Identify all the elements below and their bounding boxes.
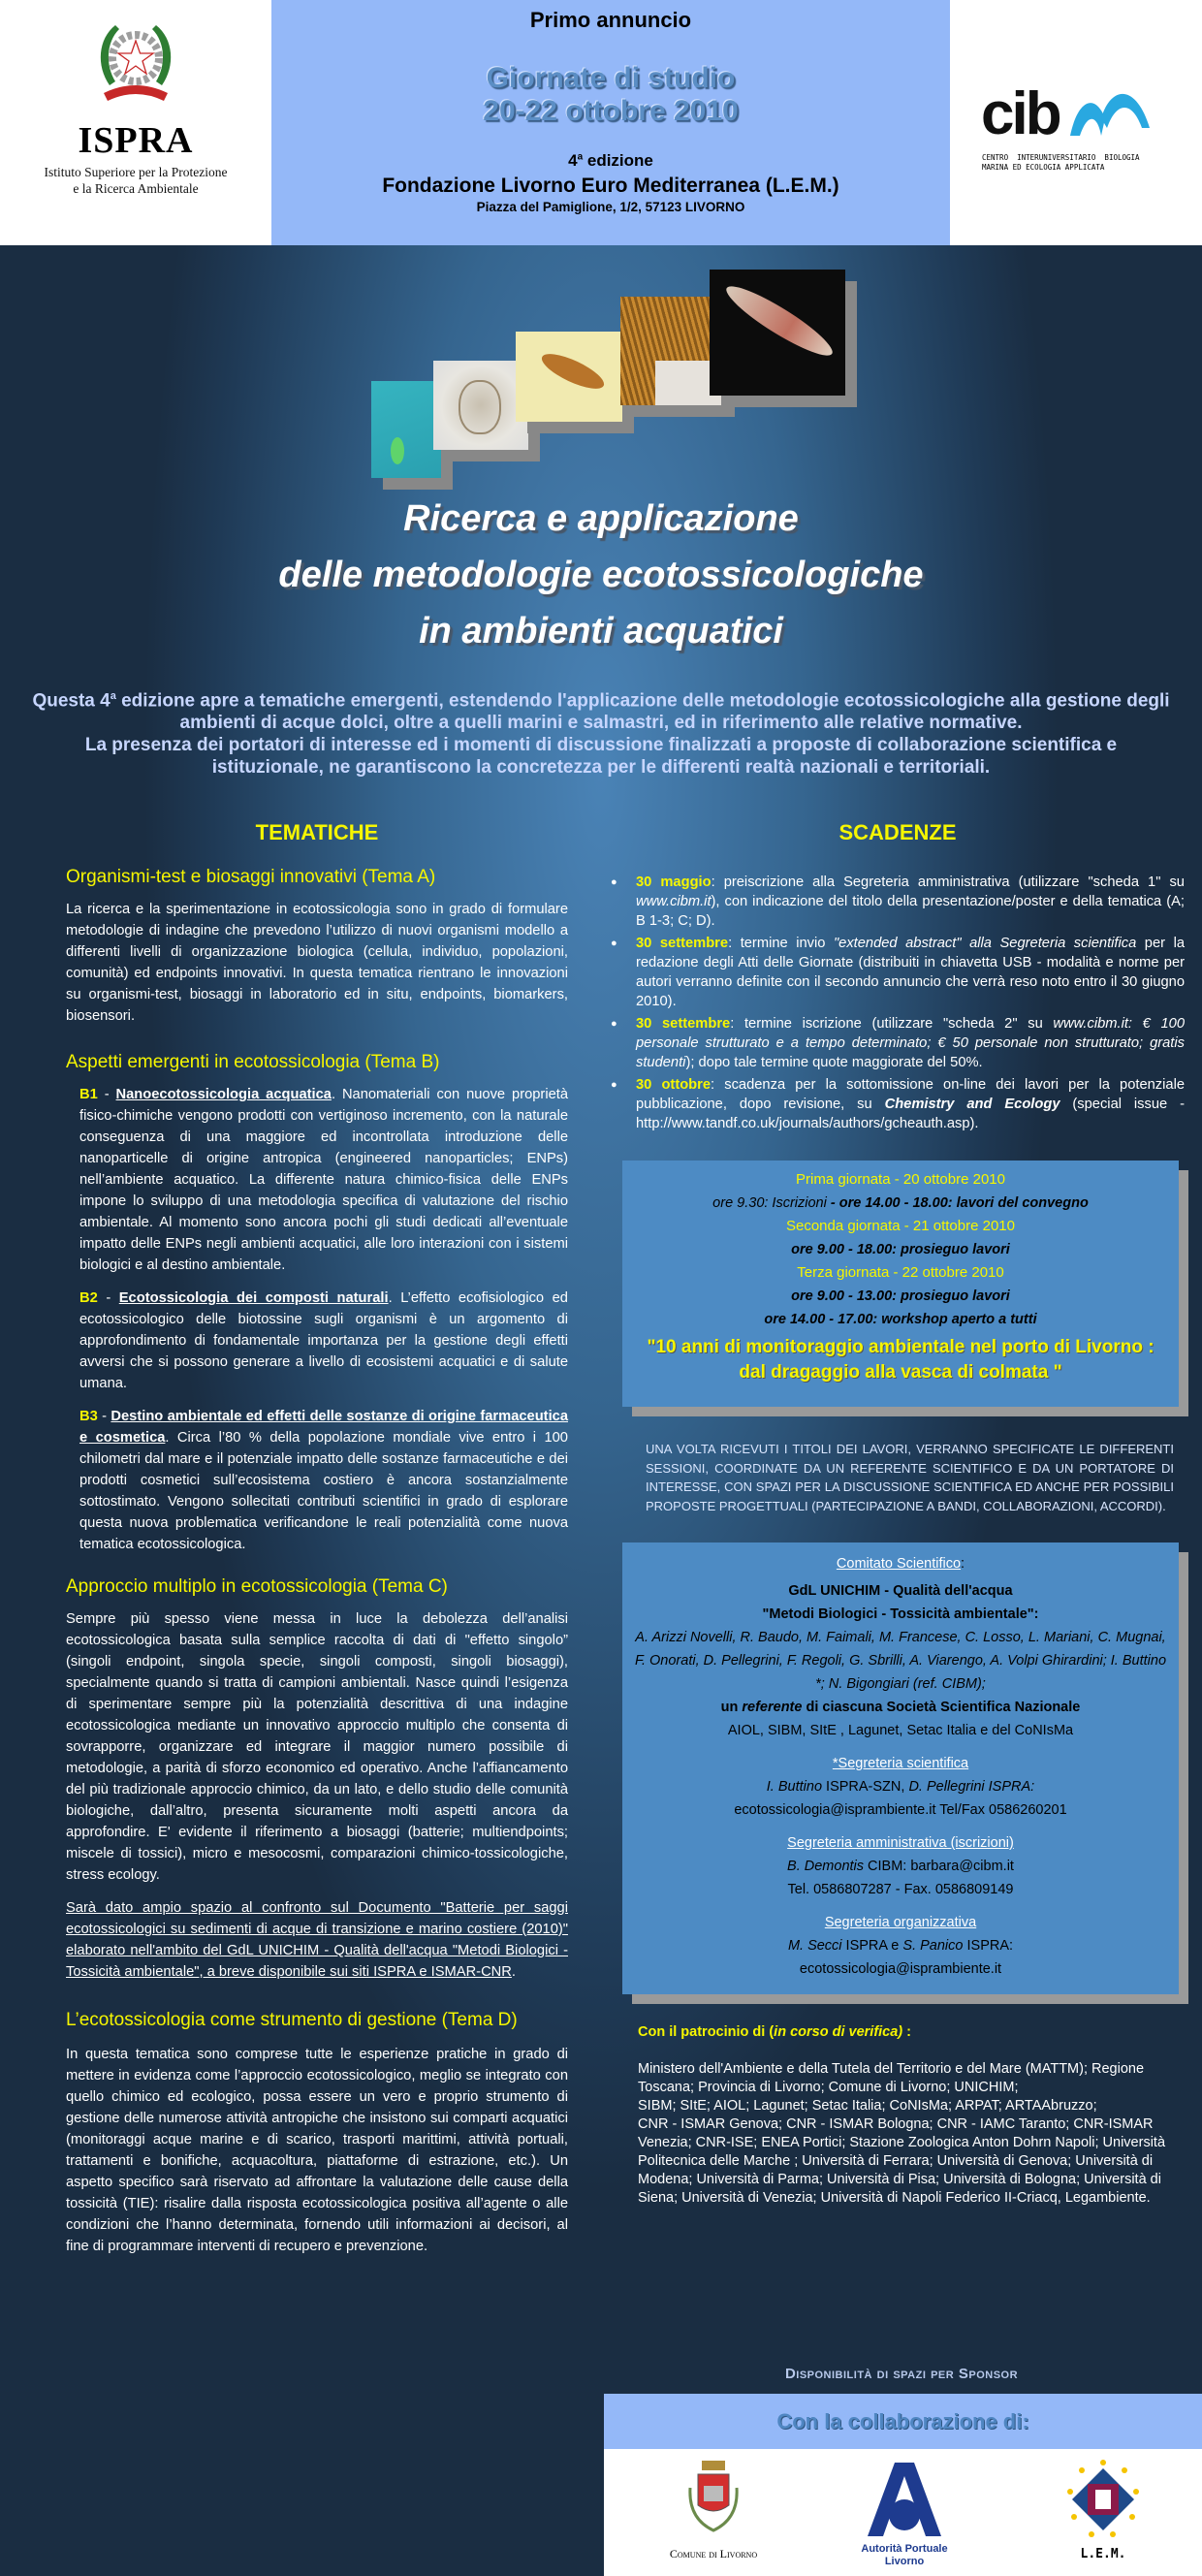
deadline-text: : termine invio xyxy=(728,936,834,951)
patronage-heading-a: Con il patrocinio di ( xyxy=(638,2024,775,2040)
ispra-full-name xyxy=(45,164,228,197)
b3-id: B3 xyxy=(79,1409,98,1424)
collaboration-heading: Con la collaborazione di: xyxy=(604,2394,1202,2449)
deadline-item xyxy=(611,1075,1185,1133)
cibm-logo-block xyxy=(950,0,1202,245)
tema-d-text: In questa tematica sono comprese tutte le esperienze pratiche in grado di mettere in evidenza come l’approccio ecotossicologico, meglio se integrato con quello chimico ed ecologico, possa essere un vero e proprio strumento di gestione delle numerose attività antropiche che insistono sui comparti acquatici (monitoraggi acque marine e di scarico, trasporti marittimi, attività portuali, trattamenti e bonifiche, acquacoltura, piattaforme di estrazione, etc.). Un aspetto specifico sarà riservato ad affrontare la valutazione delle cause della tossicità (TIE): risalire dalla risposta ecotossicologica positiva all’agente o alle condizioni che l’hanno determinata, fornendo utili informazioni ai decisori, al fine di programmare interventi di recupero e prevenzione. xyxy=(66,2047,568,2254)
tema-d-title: L’ecotossicologia come strumento di gestione (Tema D) xyxy=(66,2010,518,2030)
main-title-line1: Ricerca e applicazione xyxy=(403,498,799,539)
b1-id: B1 xyxy=(79,1087,98,1102)
seg-sci-name1: I. Buttino xyxy=(766,1779,823,1795)
announcement-label: Primo annuncio xyxy=(529,8,692,32)
org-secretariat-heading: Segreteria organizzativa xyxy=(824,1915,977,1930)
edition-label: edizione xyxy=(583,151,653,170)
org-secretariat-names xyxy=(632,1934,1169,1957)
day1-schedule xyxy=(632,1192,1169,1215)
journal-special-issue-link[interactable]: (special issue - http://www.tandf.co.uk/journals/authors/gcheauth.asp). xyxy=(636,1097,1185,1131)
collaborator-logos xyxy=(604,2449,1202,2576)
document-note-link[interactable]: Sarà dato ampio spazio al confronto sul Documento "Batterie per saggi ecotossicologici su sedimenti di acque di transizione e marino costiere (2010)" elaborato nell'ambito del GdL UNICHIM - Qualità dell'acqua "Metodi Biologici - Tossicità ambientale", a breve disponibile sui siti ISPRA e ISMAR-CNR xyxy=(66,1900,568,1980)
committee-heading-colon: : xyxy=(961,1556,965,1572)
committee-heading xyxy=(632,1552,1169,1575)
patronage-line: Ministero dell'Ambiente e della Tutela del Territorio e del Mare (MATTM); Regione Toscana; Provincia di Livorno; Comune di Livorno; UNICHIM; xyxy=(638,2061,1145,2095)
admin-secretariat-heading: Segreteria amministrativa (iscrizioni) xyxy=(787,1835,1014,1851)
deadline-item xyxy=(611,1014,1185,1072)
cibm-website-link[interactable]: www.cibm.it xyxy=(636,894,712,909)
patronage-line: SIBM; SItE; AIOL; Lagunet; Setac Italia; CoNIsMa; ARPAT; ARTAAbruzzo; xyxy=(638,2098,1097,2114)
copepod-photo xyxy=(516,332,622,422)
b2-subtitle: Ecotossicologia dei composti naturali xyxy=(118,1290,389,1306)
committee-box xyxy=(622,1542,1179,1994)
tematiche-heading: TEMATICHE xyxy=(255,820,379,844)
deadline-text: ), con indicazione del titolo della presentazione/poster e della tematica (A; B 1-3; C; D). xyxy=(636,894,1185,929)
seg-amm-org: CIBM: barbara@cibm.it xyxy=(864,1859,1014,1874)
deadline-item xyxy=(611,934,1185,1011)
comune-livorno-crest-icon xyxy=(684,2459,743,2542)
sessions-note: UNA VOLTA RICEVUTI I TITOLI DEI LAVORI, VERRANNO SPECIFICATE LE DIFFERENTI SESSIONI, COORDINATE DA UN REFERENTE SCIENTIFICO E DA UN PORTATORE DI INTERESSE, CON SPAZI PER LA DISCUSSIONE SCIENTIFICA ED ANCHE PER POSSIBILI PROPOSTE PROGETTUALI (PARTECIPAZIONE A BANDI, COLLABORAZIONI, ACCORDI). xyxy=(646,1442,1174,1513)
referente-a: un xyxy=(720,1700,743,1715)
edition-sup: a xyxy=(577,151,584,163)
seg-org-name2: S. Panico xyxy=(902,1938,964,1954)
deadline-text-italic: "extended abstract" alla Segreteria scientifica xyxy=(833,936,1137,951)
venue-address: Piazza del Pamiglione, 1/2, 57123 LIVORNO xyxy=(476,200,745,214)
deadline-text: : termine iscrizione (utilizzare "scheda 2" su xyxy=(730,1016,1054,1032)
b1-text: . Nanomateriali con nuove proprietà fisico-chimiche vengono prodotti con vertiginoso incremento, con la naturale conseguenza di una maggiore ed incontrollata introduzione delle nanoparticelle di origine antropica (engineered nanoparticles; ENPs) nell’ambiente acquatico. La differente natura chimico-fisica delle ENPs impone lo sviluppo di una metodologia specifica di valutazione del rischio ambientale. Al momento sono ancora pochi gli studi dedicati all’eventuale impatto delle ENPs negli ambienti acquatici, alle loro interazioni con i sistemi biologici e al destino ambientale. xyxy=(79,1087,568,1273)
deadline-item xyxy=(611,873,1185,931)
day1-sessions: - ore 14.00 - 18.00: lavori del convegno xyxy=(830,1195,1089,1211)
referente-b: di ciascuna Società Scientifica Nazionale xyxy=(802,1700,1081,1715)
workshop-title: "10 anni di monitoraggio ambientale nel porto di Livorno : dal dragaggio alla vasca di colmata " xyxy=(647,1337,1155,1383)
tema-a-text: La ricerca e la sperimentazione in ecotossicologia sono in grado di formulare metodologie di indagine che prevedono l’utilizzo di nuovi organismi modello a differenti livelli di organizzazione biologica (cellula, individuo, popolazioni, comunità) ed endpoints innovativi. In questa tematica rientrano le innovazioni su organismi-test, biosaggi in laboratorio ed in situ, endpoints, biomarkers, biosensori. xyxy=(66,902,568,1024)
deadline-text: ); dopo tale termine quote maggiorate del 50%. xyxy=(685,1055,983,1070)
sponsor-note: Disponibilità di spazi per Sponsor xyxy=(784,2366,1019,2382)
day2-schedule: ore 9.00 - 18.00: prosieguo lavori xyxy=(791,1242,1010,1257)
deadline-date: 30 ottobre xyxy=(636,1077,712,1093)
scientific-secretariat-heading: *Segreteria scientifica xyxy=(832,1756,969,1771)
day3-schedule-morning: ore 9.00 - 13.00: prosieguo lavori xyxy=(791,1288,1010,1304)
deadline-text: : scadenza per la sottomissione on-line dei lavori per la potenziale pubblicazione, dopo revisione, su xyxy=(636,1077,1186,1112)
cibm-subtitle-line1: CENTRO INTERUNIVERSITARIO BIOLOGIA xyxy=(982,153,1140,162)
intro-text xyxy=(29,685,1173,779)
programme-box xyxy=(622,1161,1179,1407)
deadline-date: 30 maggio xyxy=(636,875,712,890)
autorita-caption-line1: Autorità Portuale xyxy=(861,2543,948,2555)
admin-secretariat-contact: Tel. 0586807287 - Fax. 0586809149 xyxy=(787,1882,1014,1897)
referente-i: referente xyxy=(742,1700,803,1715)
intro-paragraph-1 xyxy=(29,685,1173,734)
seg-sci-org1: ISPRA-SZN, xyxy=(822,1779,909,1795)
main-title-line2: delle metodologie ecotossicologiche xyxy=(278,555,924,595)
ispra-logo-block xyxy=(0,0,271,245)
b3-subtitle: Destino ambientale ed effetti delle sostanze di origine farmaceutica e cosmetica xyxy=(79,1409,568,1446)
seg-sci-name2: D. Pellegrini ISPRA: xyxy=(908,1779,1035,1795)
committee-group: GdL UNICHIM - Qualità dell'acqua xyxy=(788,1583,1013,1599)
seg-org-mid: ISPRA e xyxy=(841,1938,903,1954)
intro-p1-sup: a xyxy=(110,690,116,702)
day1-title: Prima giornata - 20 ottobre 2010 xyxy=(796,1171,1005,1188)
comune-livorno-logo xyxy=(660,2459,767,2561)
patronage-heading-i: in corso di verifica) xyxy=(774,2024,903,2040)
venue: Fondazione Livorno Euro Mediterranea (L.E.M.) xyxy=(382,175,839,197)
deadline-fees: www.cibm.it: € 100 personale strutturato e a tempo determinato; € 50 personale non strutturato; gratis studenti xyxy=(636,1016,1186,1070)
tema-b1-paragraph xyxy=(79,1084,568,1276)
tema-b3-paragraph xyxy=(79,1406,568,1555)
seg-amm-name: B. Demontis xyxy=(787,1859,865,1874)
cibm-subtitle-line2: MARINA ED ECOLOGIA APPLICATA xyxy=(982,163,1105,172)
main-title-line3: in ambienti acquatici xyxy=(419,611,783,652)
intro-p1-b: edizione apre a tematiche emergenti, estendendo l'applicazione delle metodologie ecotossicologiche alla gestione degli ambienti di acque dolci, oltre a quelli marini e salmastri, ed in riferimento alle relative normative. xyxy=(115,690,1170,734)
ispra-acronym: ISPRA xyxy=(78,120,194,161)
committee-group-sub: "Metodi Biologici - Tossicità ambientale": xyxy=(762,1606,1039,1622)
day3-title: Terza giornata - 22 ottobre 2010 xyxy=(797,1264,1004,1281)
autorita-caption-line2: Livorno xyxy=(884,2556,925,2567)
event-title-line1: Giornate di studio xyxy=(486,62,736,94)
tema-b-title: Aspetti emergenti in ecotossicologia (Tema B) xyxy=(66,1052,440,1072)
day3-schedule-afternoon: ore 14.00 - 17.00: workshop aperto a tutti xyxy=(764,1312,1037,1327)
organism-photo-collage xyxy=(359,252,863,485)
b2-text: . L’effetto ecofisiologico ed ecotossicologico delle biotossine sugli organismi è un argomento di approfondimento di fondamentale importanza per la gestione degli effetti avversi che si possono generare a livello di ecosistemi acquatici e di salute umana. xyxy=(79,1290,568,1391)
admin-secretariat-name[interactable] xyxy=(632,1855,1169,1878)
intro-paragraph-2: La presenza dei portatori di interesse ed i momenti di discussione finalizzati a proposte di collaborazione scientifica e istituzionale, ne garantiscono la concretezza per le differenti realtà nazionali e territoriali. xyxy=(84,735,1118,779)
event-dates: 20-22 ottobre 2010 xyxy=(483,95,739,127)
journal-name: Chemistry and Ecology xyxy=(884,1097,1060,1112)
lem-logo xyxy=(1055,2459,1152,2561)
rotifer-photo xyxy=(433,361,528,450)
edition-number: 4 xyxy=(568,151,578,170)
committee-societies: AIOL, SIBM, SItE , Lagunet, Setac Italia e del CoNIsMa xyxy=(727,1723,1074,1738)
comune-livorno-caption: Comune di Livorno xyxy=(669,2547,758,2560)
lem-stars-logo-icon xyxy=(1066,2459,1140,2542)
patronage-heading xyxy=(638,2023,1181,2042)
committee-referente xyxy=(632,1696,1169,1719)
algae-cell-photo xyxy=(371,381,441,478)
b2-id: B2 xyxy=(79,1290,98,1306)
svg-text:cib: cib xyxy=(981,80,1060,138)
tema-b2-paragraph xyxy=(79,1288,568,1394)
tematiche-column xyxy=(66,820,568,2257)
ispra-full-name-line1: Istituto Superiore per la Protezione xyxy=(44,165,228,179)
b2-sep: - xyxy=(97,1290,119,1306)
tema-a-title: Organismi-test e biosaggi innovativi (Tema A) xyxy=(66,867,436,887)
autorita-portuale-caption xyxy=(851,2543,958,2568)
committee-members: A. Arizzi Novelli, R. Baudo, M. Faimali, M. Francese, C. Losso, L. Mariani, C. Mugnai, F. Onorati, D. Pellegrini, F. Regoli, G. Sbrilli, A. Viarengo, A. Volpi Ghirardini; I. Buttino *; N. Bigongiari (ref. CIBM); xyxy=(634,1630,1167,1692)
b3-sep: - xyxy=(97,1409,111,1424)
seg-org-name1: M. Secci xyxy=(787,1938,842,1954)
intro-p1-a: Questa 4 xyxy=(32,690,111,712)
italian-republic-emblem-icon xyxy=(92,17,179,110)
tema-c-document-note xyxy=(66,1897,568,1983)
cibm-subtitle xyxy=(982,153,1140,173)
event-title xyxy=(271,62,950,128)
deadline-text: per la redazione degli Atti delle Giornate (distribuiti in chiavetta USB - modalità e norme per autori verranno definite con il secondo annuncio che verrà reso noto entro il 30 giugno 2010). xyxy=(636,936,1185,1009)
tema-c-text: Sempre più spesso viene messa in luce la debolezza dell’analisi ecotossicologica basata sulla semplice raccolta di dati di "effetto singolo” (singoli endpoint, singola specie, singoli composti, singoli biosaggi), specialmente quando si tratta di campioni ambientali. Nasce quindi l’esigenza di sperimentare sempre più la potenzialità descrittiva di una indagine ecotossicologica mediante un innovativo approccio multiplo che consenta di sovrapporre, organizzare ed integrare il maggior numero possibile di metodologie, a parità di sforzo economico ed operativo. Anche l’affiancamento del più tradizionale approccio chimico, da un lato, e dello studio delle comunità biologiche, dall’altro, presenta sicuramente molti aspetti ancora da approfondire. E' evidente il riferimento a biosaggi (batterie; multiendpoints; miscele di tossici), micro e mesocosmi, comparazioni chimico-tossicologiche, stress ecology. xyxy=(66,1611,568,1883)
deadline-date: 30 settembre xyxy=(636,1016,731,1032)
scientific-secretariat-contact[interactable]: ecotossicologia@isprambiente.it Tel/Fax 0586260201 xyxy=(734,1802,1067,1818)
ispra-full-name-line2: e la Ricerca Ambientale xyxy=(73,181,199,196)
patronage-heading-b: : xyxy=(902,2024,911,2040)
b1-subtitle: Nanoecotossicologia acquatica xyxy=(115,1087,332,1102)
autorita-portuale-logo-icon xyxy=(866,2459,943,2538)
committee-heading-text: Comitato Scientifico xyxy=(836,1556,962,1572)
b1-sep: - xyxy=(97,1087,116,1102)
scadenze-heading: SCADENZE xyxy=(838,820,957,844)
scadenze-column xyxy=(611,820,1185,2208)
fish-larva-photo xyxy=(710,270,845,396)
tema-c-title: Approccio multiplo in ecotossicologia (Tema C) xyxy=(66,1576,448,1597)
deadline-list xyxy=(611,873,1185,1133)
lem-caption: L.E.M. xyxy=(1080,2547,1126,2561)
b3-text: . Circa l’80 % della popolazione mondiale vive entro i 100 chilometri dal mare e il potenziale impatto delle sostanze farmaceutiche e dei prodotti cosmetici sull’ecosistema costiero è ancora sostanzialmente sottostimato. Vengono sollecitati contributi scientifici in grado di esplorare questa nuova problematica verificandone le reali potenzialità come nuova tematica ecotossicologica. xyxy=(79,1430,568,1552)
deadline-date: 30 settembre xyxy=(636,936,729,951)
document-note-end: . xyxy=(511,1964,516,1980)
event-header xyxy=(271,0,950,245)
patronage xyxy=(638,2023,1181,2208)
cibm-logo-icon xyxy=(981,80,1155,138)
header xyxy=(0,0,1202,245)
day1-registration: ore 9.30: Iscrizioni xyxy=(712,1195,831,1211)
day2-title: Seconda giornata - 21 ottobre 2010 xyxy=(785,1218,1015,1234)
org-secretariat-email[interactable]: ecotossicologia@isprambiente.it xyxy=(799,1961,1002,1977)
seg-org-end: ISPRA: xyxy=(963,1938,1014,1954)
main-title xyxy=(0,491,1202,659)
edition xyxy=(271,151,950,171)
patronage-line: CNR - ISMAR Genova; CNR - ISMAR Bologna; CNR - IAMC Taranto; CNR-ISMAR Venezia; CNR-ISE; ENEA Portici; Stazione Zoologica Anton Dohrn Napoli; Università Politecnica delle Marche ; Università di Ferrara; Università di Genova; Università di Modena; Università di Parma; Università di Pisa; Università di Bologna; Università di Siena; Università di Venezia; Università di Napoli Federico II-Criacq, Legambiente. xyxy=(638,2116,1166,2206)
deadline-text: : preiscrizione alla Segreteria amministrativa (utilizzare "scheda 1" su xyxy=(711,875,1185,890)
scientific-secretariat-names xyxy=(632,1775,1169,1798)
autorita-portuale-logo xyxy=(851,2459,958,2568)
